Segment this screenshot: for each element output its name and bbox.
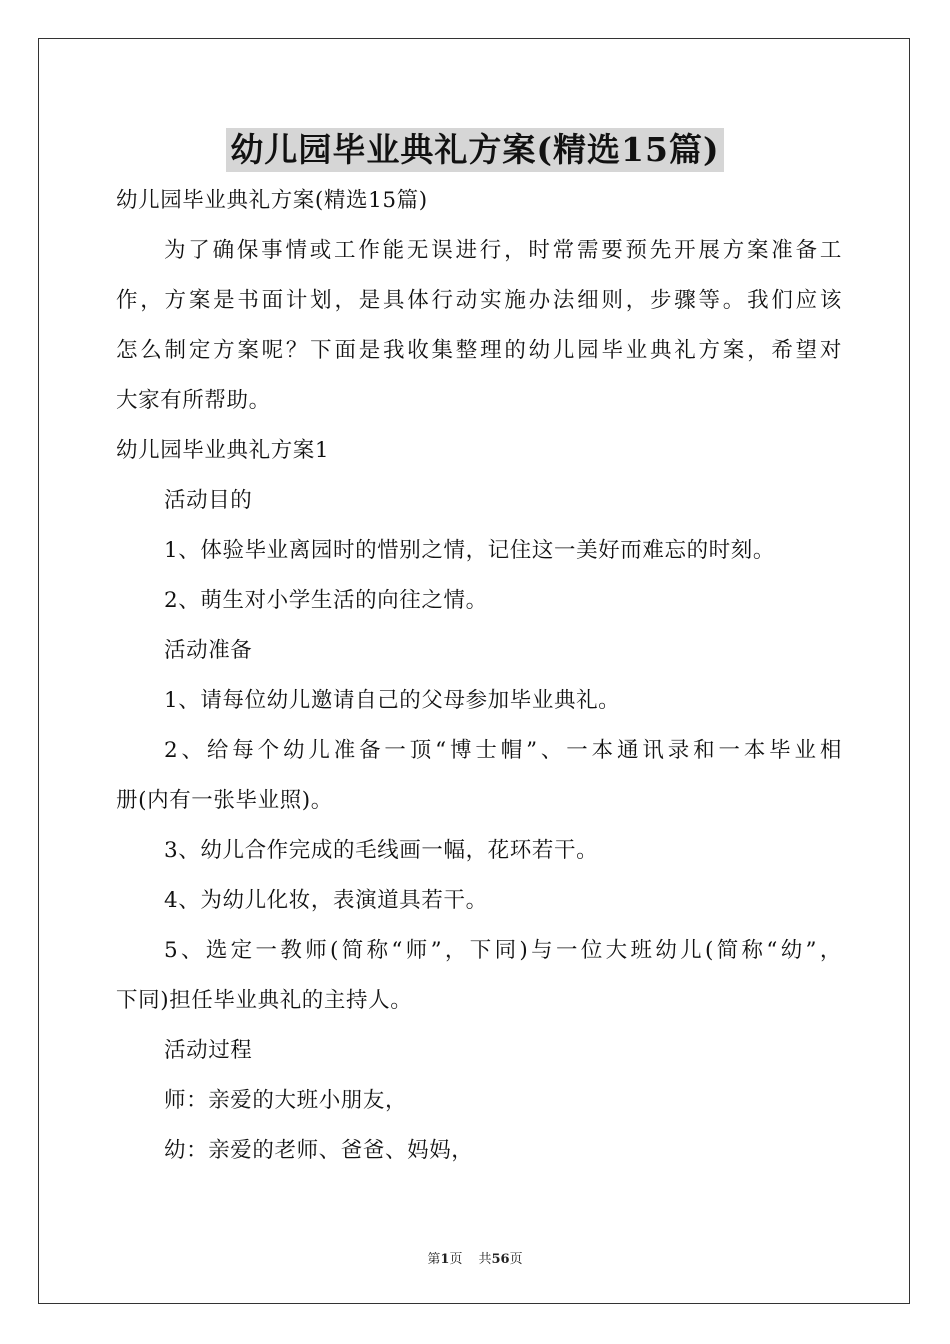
page-footer — [0, 1248, 950, 1267]
text-line: 大家有所帮助。 — [116, 388, 271, 413]
text-line: 活动准备 — [164, 638, 253, 663]
text-line: 活动目的 — [164, 488, 253, 513]
total-prefix: 共 — [478, 1252, 492, 1267]
document-body — [116, 176, 842, 1176]
total-pages: 56 — [491, 1252, 510, 1267]
text-line: 2、给每个幼儿准备一顶“博士帽”、一本通讯录和一本毕业相 — [164, 738, 842, 763]
text-line: 作，方案是书面计划，是具体行动实施办法细则，步骤等。我们应该 — [116, 288, 842, 313]
text-line: 下同)担任毕业典礼的主持人。 — [116, 988, 413, 1013]
page-suffix: 页 — [449, 1252, 463, 1267]
text-line: 册(内有一张毕业照)。 — [116, 788, 333, 813]
document-title: 幼儿园毕业典礼方案(精选15篇) — [226, 128, 723, 172]
text-line: 3、幼儿合作完成的毛线画一幅，花环若干。 — [164, 838, 599, 863]
title-container — [0, 128, 950, 172]
text-line: 幼儿园毕业典礼方案1 — [116, 438, 330, 463]
text-line: 1、体验毕业离园时的惜别之情，记住这一美好而难忘的时刻。 — [164, 538, 775, 563]
text-line: 5、选定一教师(简称“师”，下同)与一位大班幼儿(简称“幼”， — [164, 938, 842, 963]
text-line: 幼：亲爱的老师、爸爸、妈妈， — [164, 1138, 474, 1163]
text-line: 4、为幼儿化妆，表演道具若干。 — [164, 888, 488, 913]
text-line: 2、萌生对小学生活的向往之情。 — [164, 588, 488, 613]
text-line: 1、请每位幼儿邀请自己的父母参加毕业典礼。 — [164, 688, 621, 713]
total-suffix: 页 — [509, 1252, 523, 1267]
page-prefix: 第 — [427, 1252, 441, 1267]
text-line: 师：亲爱的大班小朋友， — [164, 1088, 408, 1113]
page-number: 1 — [440, 1252, 450, 1267]
text-line: 怎么制定方案呢？下面是我收集整理的幼儿园毕业典礼方案，希望对 — [116, 338, 842, 363]
text-line: 幼儿园毕业典礼方案(精选15篇) — [116, 188, 428, 213]
text-line: 活动过程 — [164, 1038, 253, 1063]
text-line: 为了确保事情或工作能无误进行，时常需要预先开展方案准备工 — [164, 238, 842, 263]
